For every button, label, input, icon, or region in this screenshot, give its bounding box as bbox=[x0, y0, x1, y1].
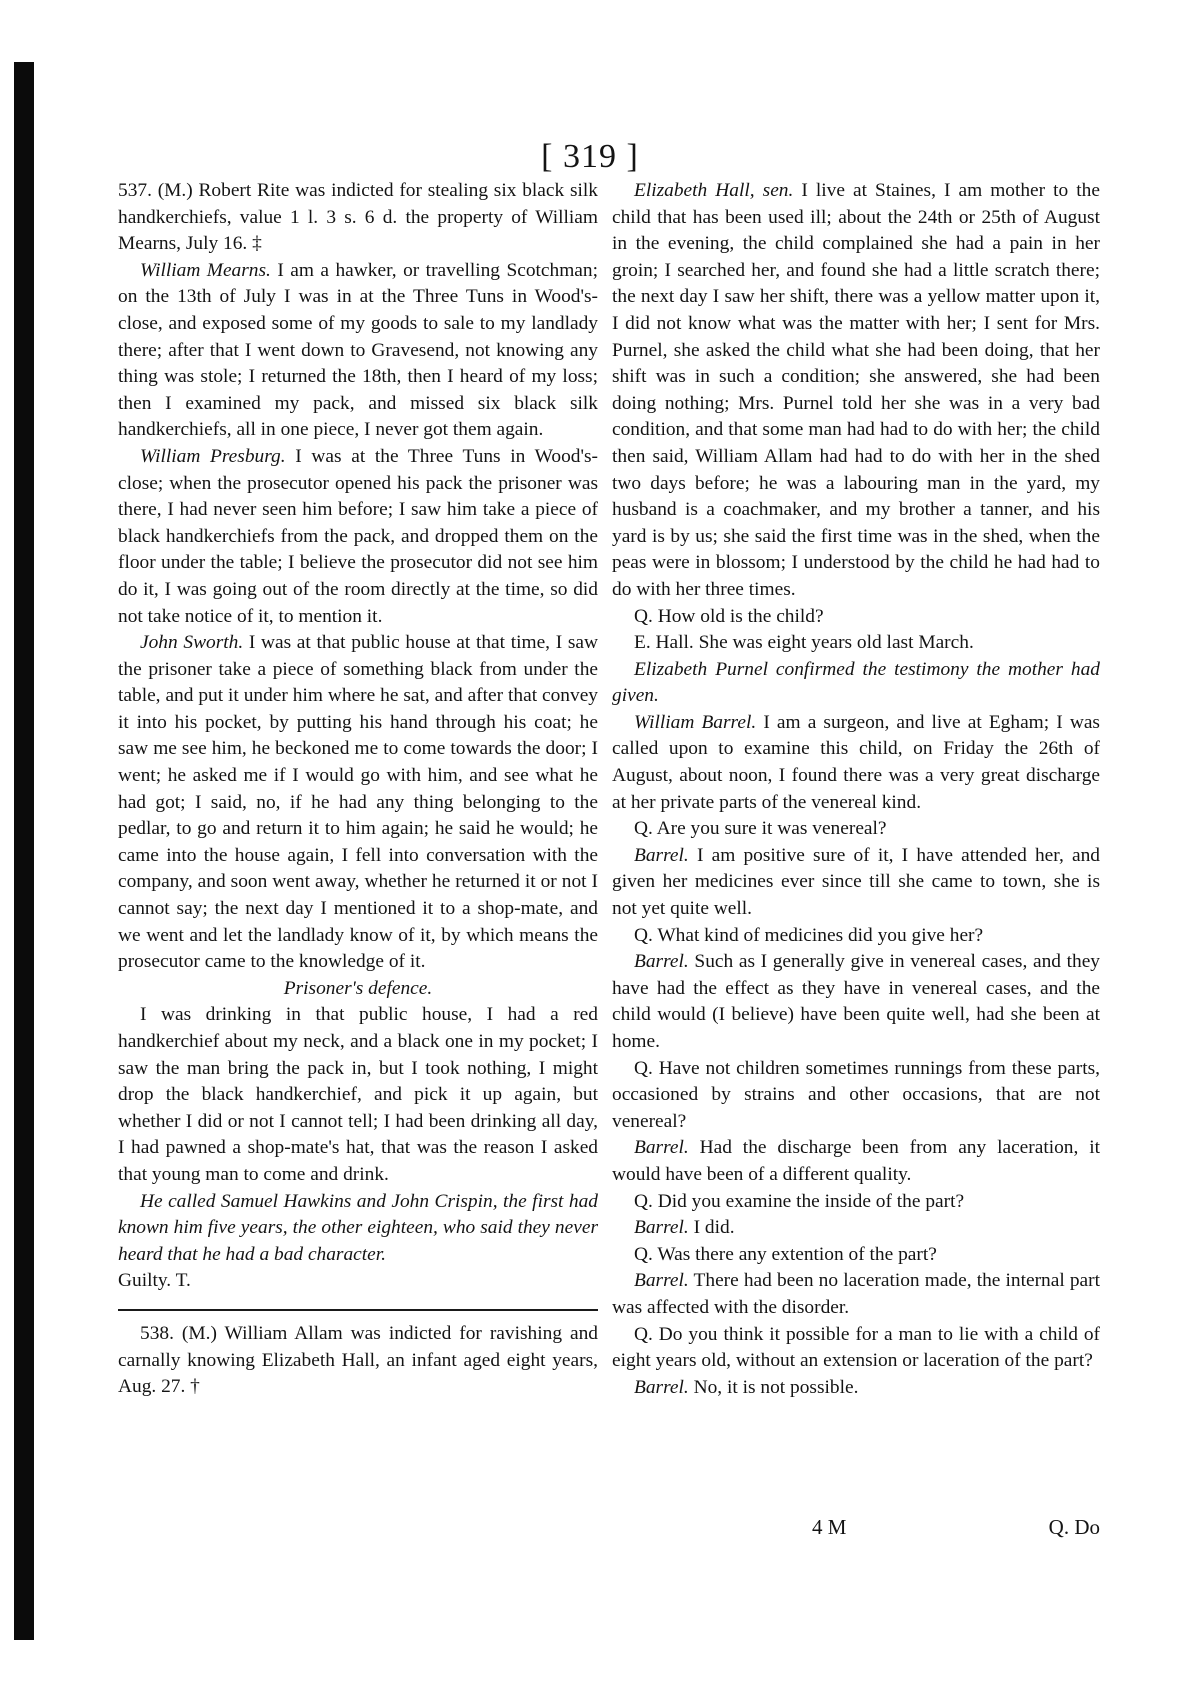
speaker-name: Barrel. bbox=[634, 951, 689, 973]
speaker-name: Barrel. bbox=[634, 1217, 689, 1239]
question: Q. What kind of medicines did you give her? bbox=[634, 924, 984, 946]
confirmation-note: Elizabeth Purnel confirmed the testimony the mother had given. bbox=[612, 658, 1100, 707]
answer bbox=[612, 949, 1100, 1055]
testimony-text: I am a surgeon, and live at Egham; I was called upon to examine this child, on Friday the 26th of August, about noon, I found there was a very great discharge at her private parts of the venereal kind. bbox=[612, 711, 1100, 813]
case-538-indictment: 538. (M.) William Allam was indicted for ravishing and carnally knowing Elizabeth Hall, an infant aged eight years, Aug. 27. † bbox=[118, 1322, 598, 1398]
testimony-sworth bbox=[118, 630, 598, 976]
speaker-name: William Mearns. bbox=[140, 259, 271, 281]
question: Q. Are you sure it was venereal? bbox=[634, 818, 887, 840]
testimony-mearns bbox=[118, 258, 598, 444]
defence-heading: Prisoner's defence. bbox=[283, 977, 433, 999]
speaker-name: Barrel. bbox=[634, 1270, 689, 1292]
verdict: Guilty. T. bbox=[118, 1270, 191, 1292]
testimony-presburg bbox=[118, 444, 598, 630]
character-witnesses: He called Samuel Hawkins and John Crispin, the first had known him five years, the other eighteen, who said they never heard that he had a bad character. bbox=[118, 1190, 598, 1265]
question: Q. Have not children sometimes runnings from these parts, occasioned by strains and other occasions, that are not venereal? bbox=[612, 1057, 1100, 1132]
testimony-barrel bbox=[612, 710, 1100, 816]
left-column bbox=[118, 178, 598, 1401]
speaker-name: Barrel. bbox=[634, 1376, 689, 1398]
answer bbox=[612, 1268, 1100, 1321]
testimony-text: Such as I generally give in venereal cases, and they have had the effect as they have in venereal cases, and the child would (I believe) have been quite well, had she been at home. bbox=[612, 951, 1100, 1052]
answer bbox=[612, 1375, 1100, 1402]
question: Q. How old is the child? bbox=[634, 605, 824, 627]
testimony-text: There had been no laceration made, the internal part was affected with the disorder. bbox=[612, 1270, 1100, 1318]
case-537-indictment: 537. (M.) Robert Rite was indicted for stealing six black silk handkerchiefs, value 1 l. 3 s. 6 d. the property of William Mearns, July 16. ‡ bbox=[118, 180, 598, 255]
speaker-name: Elizabeth Hall, sen. bbox=[634, 180, 794, 201]
page-number: [ 319 ] bbox=[541, 138, 639, 175]
answer bbox=[612, 843, 1100, 923]
speaker-name: William Barrel. bbox=[634, 711, 757, 733]
answer bbox=[612, 1135, 1100, 1188]
question: Q. Did you examine the inside of the part? bbox=[634, 1190, 965, 1212]
testimony-hall bbox=[612, 178, 1100, 604]
speaker-name: William Presburg. bbox=[140, 445, 286, 467]
testimony-text: I live at Staines, I am mother to the child that has been used ill; about the 24th or 25th of August in the evening, the child complained she had a pain in her groin; I searched her, and found she had a little scratch there; the next day I saw her shift, there was a yellow matter upon it, I did not know what was the matter with her; I sent for Mrs. Purnel, she asked the child what she had been doing, that her shift was in such a condition; she answered, she had been doing nothing; Mrs. Purnel told her she was in a very bad condition, and that some man had had to do with her; the child then said, William Allam had had to do with her in the shed two days before; he was a labouring man in the yard, my husband is a coachmaker, and my brother a tanner, and his yard is by us; she said the first time was in the shed, when the peas were in blossom; I understood by the child he had had to do with her three times. bbox=[612, 180, 1100, 600]
catchword: Q. Do bbox=[1048, 1515, 1100, 1539]
speaker-name: Barrel. bbox=[634, 844, 689, 866]
testimony-text: I am a hawker, or travelling Scotchman; on the 13th of July I was in at the Three Tuns in Wood's-close, and exposed some of my goods to sale to my landlady there; after that I went down to Gravesend, not knowing any thing was stole; I returned the 18th, then I heard of my loss; then I examined my pack, and missed six black silk handkerchiefs, all in one piece, I never got them again. bbox=[118, 259, 598, 441]
speaker-name: John Sworth. bbox=[140, 632, 244, 654]
testimony-text: Had the discharge been from any laceration, it would have been of a different quality. bbox=[612, 1137, 1100, 1185]
signature-mark: 4 M bbox=[812, 1515, 847, 1539]
testimony-text: I was at the Three Tuns in Wood's-close; when the prosecutor opened his pack the prisoner was there, I had never seen him before; I saw him take a piece of black handkerchiefs from the pack, and dropped them on the floor under the table; I believe the prosecutor did not see him do it, I was going out of the room directly at the time, so did not take notice of it, to mention it. bbox=[118, 445, 598, 627]
prisoner-defence: I was drinking in that public house, I had a red handkerchief about my neck, and a black one in my pocket; I saw the man bring the pack in, but I took nothing, I might drop the black handkerchief, and pick it up again, but whether I did or not I cannot tell; I had been drinking all day, I had pawned a shop-mate's hat, that was the reason I asked that young man to come and drink. bbox=[118, 1004, 598, 1185]
page-footer bbox=[612, 1515, 1100, 1545]
testimony-text: I did. bbox=[688, 1217, 735, 1239]
question: Q. Do you think it possible for a man to lie with a child of eight years old, without an extension or laceration of the part? bbox=[612, 1323, 1100, 1372]
case-divider bbox=[118, 1309, 598, 1311]
speaker-name: Barrel. bbox=[634, 1137, 689, 1159]
testimony-text: I was at that public house at that time, I saw the prisoner take a piece of something black from under the table, and put it under him where he sat, and after that convey it into his pocket, by putting his hand through his coat; he saw me see him, he beckoned me to come towards the door; I went; he asked me if I would go with him, and see what he had got; I said, no, if he had any thing belonging to the pedlar, to go and return it to him again; he said he would; he came into the house again, I fell into conversation with the company, and soon went away, whether he returned it or not I cannot say; the next day I mentioned it to a shop-mate, and we went and let the landlady know of it, by which means the prosecutor came to the knowledge of it. bbox=[118, 632, 598, 973]
answer bbox=[612, 1215, 1100, 1242]
question: Q. Was there any extention of the part? bbox=[634, 1243, 937, 1265]
testimony-text: I am positive sure of it, I have attended her, and given her medicines ever since till she came to town, she is not yet quite well. bbox=[612, 844, 1100, 920]
right-column bbox=[612, 178, 1100, 1401]
scan-edge bbox=[14, 62, 34, 1640]
testimony-text: No, it is not possible. bbox=[688, 1376, 859, 1398]
answer: E. Hall. She was eight years old last March. bbox=[634, 632, 974, 654]
